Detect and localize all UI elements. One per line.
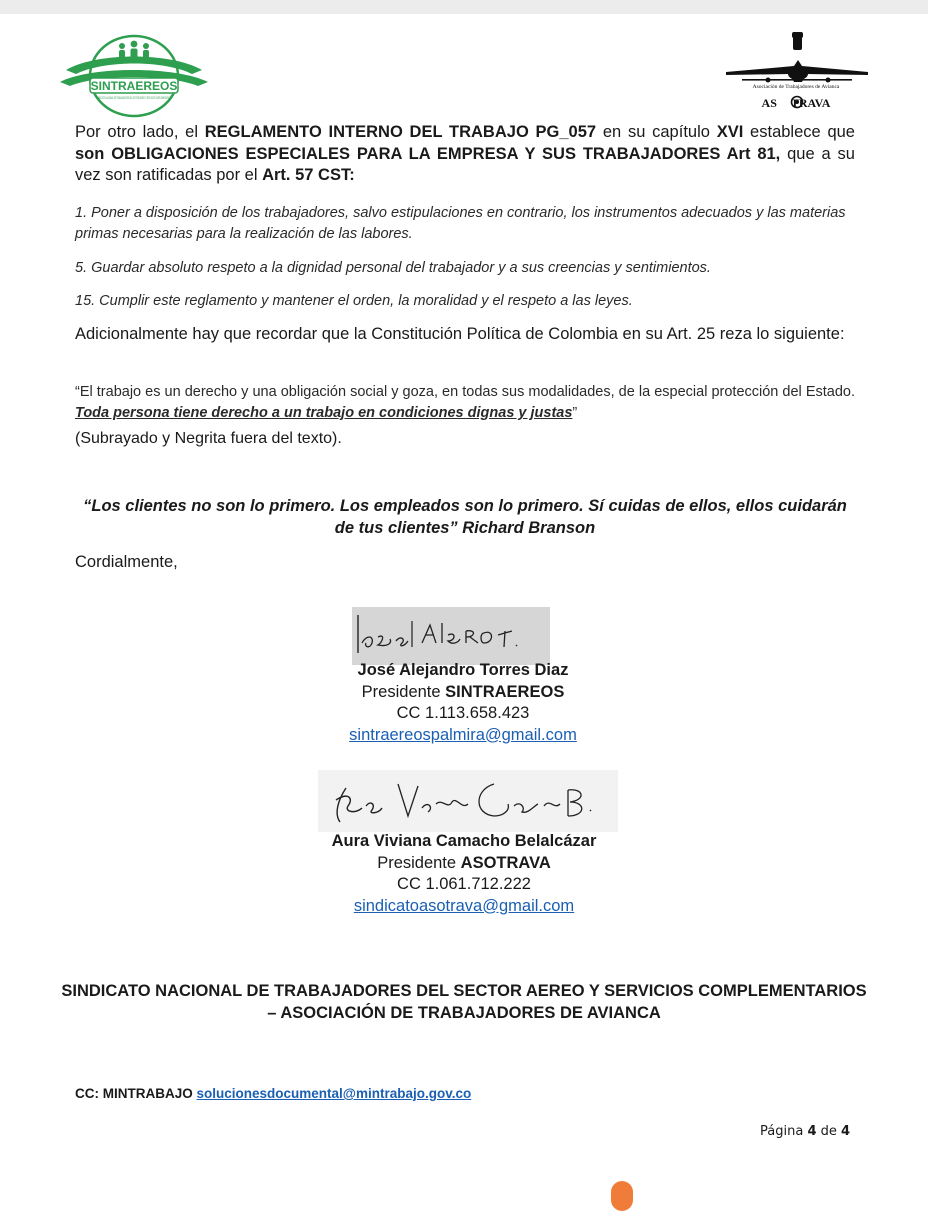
sintraereos-logo [56,30,211,120]
sintraereos-logo-text: SINTRAEREOS [90,79,178,93]
p1-bold-4: Art. 57 CST: [262,166,355,184]
p1-text-1: Por otro lado, el [75,123,205,141]
cc-line [75,1086,471,1101]
signer-1-role-prefix: Presidente [361,682,446,701]
asotrava-logo-right: TRAVA [790,96,831,110]
signer-2-role [0,853,928,875]
p1-text-3: establece que [743,123,855,141]
p1-bold-2: XVI [716,123,744,141]
constitution-paragraph: Adicionalmente hay que recordar que la Constitución Política de Colombia en su Art. 25 reza lo siguiente: [75,325,845,343]
asotrava-logo-left: AS [761,96,777,110]
obligation-item-15: 15. Cumplir este reglamento y mantener el orden, la moralidad y el respeto a las leyes. [75,293,633,309]
signature-image-2 [318,770,618,832]
asotrava-logo-subtitle: Asociación de Trabajadores de Avianca [752,84,840,90]
page-number [760,1124,850,1139]
signer-2-email-link[interactable]: sindicatoasotrava@gmail.com [353,896,575,915]
p1-text-4: que a su vez son ratificadas por el [75,144,855,184]
emphasis-note: (Subrayado y Negrita fuera del texto). [75,430,342,447]
cc-label: CC: MINTRABAJO [75,1086,193,1101]
signer-1-role [0,682,927,704]
signer-2-cc: CC 1.061.712.222 [397,875,531,893]
signer-2-role-org: ASOTRAVA [460,853,551,872]
sintraereos-logo-subtitle: SINDICATO NACIONAL DE TRABAJADORES DEL SECTOR AEREO Y SERVICIOS COMPLEMENTARIOS [97,95,172,100]
obligation-item-1: 1. Poner a disposición de los trabajadores, salvo estipulaciones en contrario, los instrumentos adecuados y las materias primas necesarias para la realización de las labores. [75,205,846,242]
signer-1-name: José Alejandro Torres Diaz [357,661,569,679]
quote-close: ” [572,405,578,421]
p1-bold-3: son OBLIGACIONES ESPECIALES PARA LA EMPRESA Y SUS TRABAJADORES Art 81, [75,144,781,163]
cc-email-link[interactable]: solucionesdocumental@mintrabajo.gov.co [196,1086,472,1101]
signer-2-role-prefix: Presidente [377,853,461,872]
obligation-item-5: 5. Guardar absoluto respeto a la dignidad personal del trabajador y a sus creencias y sentimientos. [75,260,711,276]
p1-text-2: en su capítulo [596,123,717,141]
signer-1-email-link[interactable]: sintraereospalmira@gmail.com [349,725,577,744]
page-label: Página [760,1124,804,1139]
signer-2-name: Aura Viviana Camacho Belalcázar [331,832,597,850]
signer-1 [0,660,927,746]
p1-bold-1: REGLAMENTO INTERNO DEL TRABAJO PG_057 [204,123,597,141]
footer-organizations: SINDICATO NACIONAL DE TRABAJADORES DEL SECTOR AEREO Y SERVICIOS COMPLEMENTARIOS – ASOCIACIÓN DE TRABAJADORES DE AVIANCA [61,982,867,1022]
reglamento-paragraph [75,122,855,187]
quote-normal: “El trabajo es un derecho y una obligación social y goza, en todas sus modalidades, de la especial protección del Estado. [75,384,855,400]
signer-1-cc: CC 1.113.658.423 [396,704,530,722]
page-current: 4 [807,1124,817,1139]
asotrava-logo [722,32,870,116]
signature-image-1 [352,607,550,665]
signer-2 [0,831,928,917]
signer-1-role-org: SINTRAEREOS [445,682,565,701]
floating-handle[interactable] [611,1181,633,1211]
constitution-quote [75,382,855,424]
page-total: 4 [841,1124,851,1139]
top-bar [0,0,928,14]
motto-quote: “Los clientes no son lo primero. Los empleados son lo primero. Sí cuidas de ellos, ellos cuidarán de tus clientes” Richard Branson [83,497,847,537]
page-of: de [820,1124,837,1139]
closing: Cordialmente, [75,553,178,571]
quote-emphasis: Toda persona tiene derecho a un trabajo en condiciones dignas y justas [75,405,573,421]
asotrava-logo-text [722,96,870,111]
